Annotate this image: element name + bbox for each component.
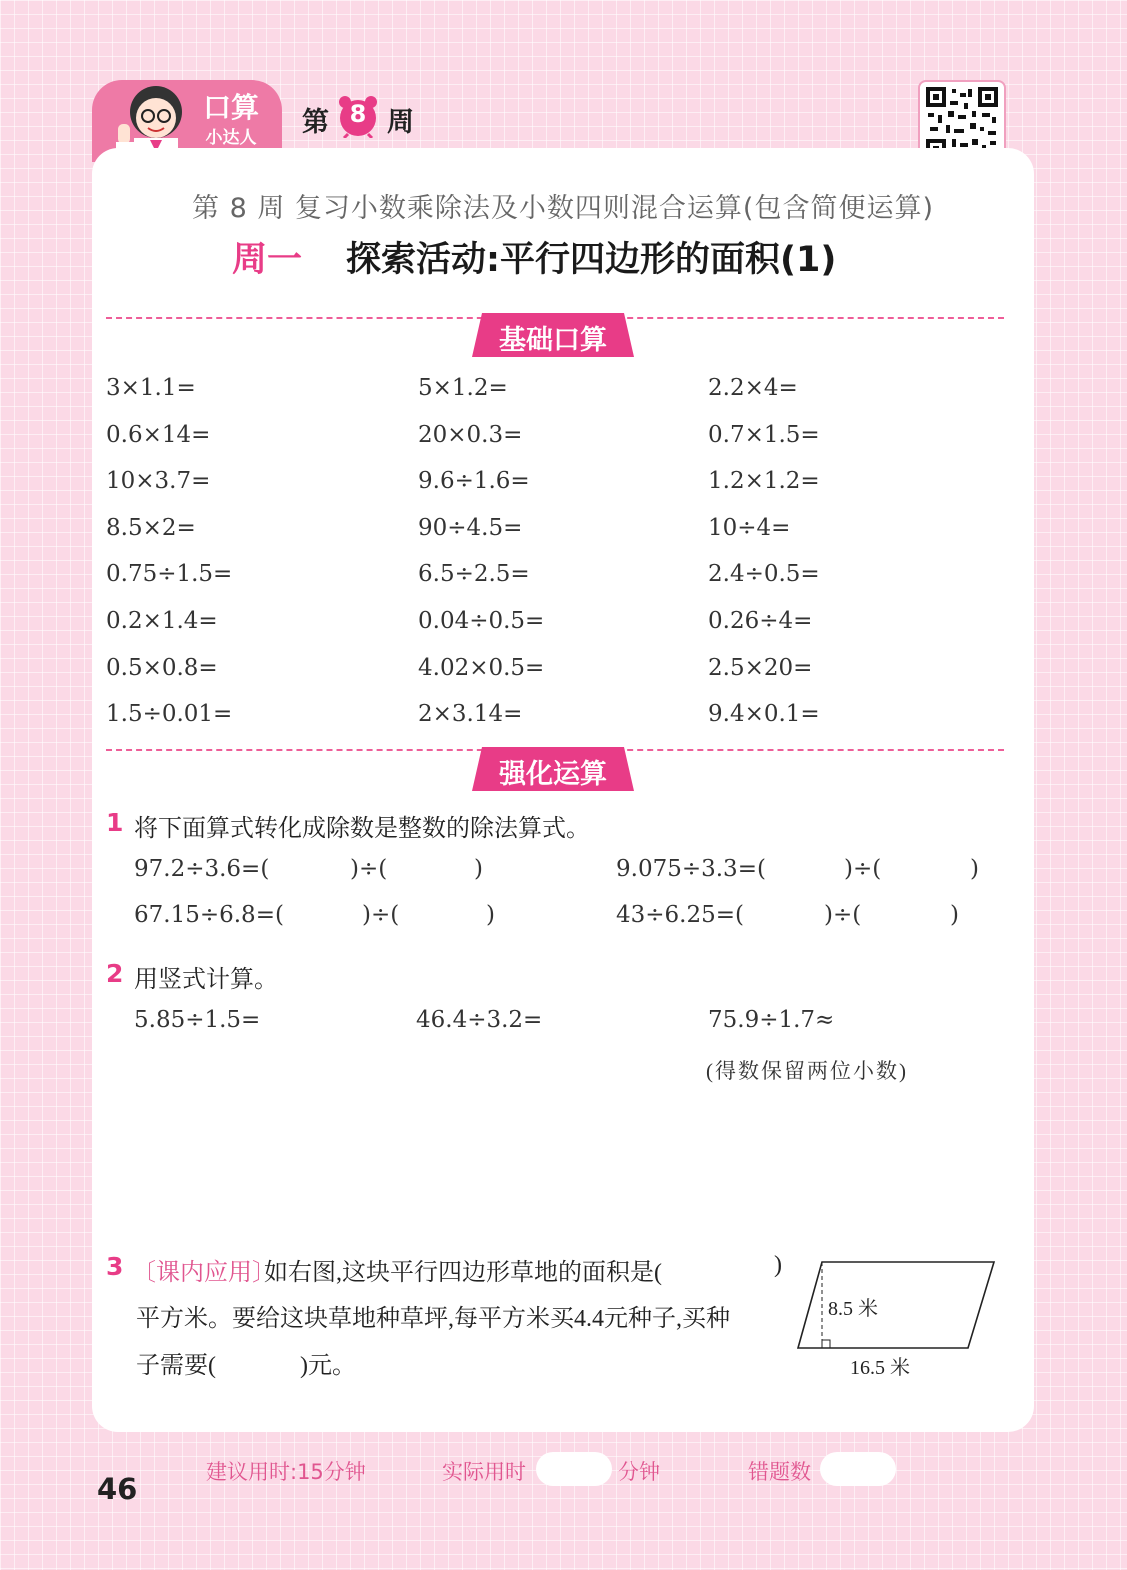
conversion-mid: )÷( (824, 902, 862, 928)
calc-expression: 2×3.14= (418, 701, 523, 727)
conversion-expr: 9.075÷3.3=( (616, 856, 766, 882)
week-suffix: 周 (387, 107, 414, 138)
question-number: 2 (106, 959, 124, 988)
day-label: 周一 (232, 240, 303, 280)
question-tag: 〔课内应用〕 (132, 1260, 276, 1286)
calc-expression: 90÷4.5= (418, 515, 523, 541)
calc-expression: 10×3.7= (106, 468, 211, 494)
conversion-end: ) (950, 902, 959, 928)
question-text: 用竖式计算。 (134, 965, 278, 993)
vertical-calc-expr: 75.9÷1.7≈ (708, 1007, 835, 1033)
calc-expression: 1.5÷0.01= (106, 701, 233, 727)
week-prefix: 第 (302, 107, 329, 138)
error-count-label: 错题数 (748, 1460, 811, 1484)
actual-time-field[interactable] (536, 1452, 612, 1486)
calc-expression: 2.5×20= (708, 655, 813, 681)
calc-expression: 9.6÷1.6= (418, 468, 530, 494)
calc-expression: 2.4÷0.5= (708, 561, 820, 587)
question-text: )元。 (300, 1353, 356, 1379)
calc-expression: 1.2×1.2= (708, 468, 820, 494)
week-subtitle: 第 8 周 复习小数乘除法及小数四则混合运算(包含简便运算) (192, 193, 934, 224)
question-text: 平方米。要给这块草地种草坪,每平方米买4.4元种子,买种 (136, 1306, 730, 1332)
calc-expression: 0.6×14= (106, 422, 211, 448)
calc-expression: 4.02×0.5= (418, 655, 545, 681)
actual-time-label: 实际用时 (442, 1460, 526, 1484)
actual-time-unit: 分钟 (618, 1460, 660, 1484)
question-text: 子需要( (136, 1353, 216, 1379)
calc-expression: 5×1.2= (418, 375, 508, 401)
conversion-end: ) (486, 902, 495, 928)
vertical-calc-expr: 5.85÷1.5= (134, 1007, 261, 1033)
vertical-calc-expr: 46.4÷3.2= (416, 1007, 543, 1033)
calc-expression: 0.75÷1.5= (106, 561, 233, 587)
error-count-field[interactable] (820, 1452, 896, 1486)
question-text: 将下面算式转化成除数是整数的除法算式。 (134, 814, 590, 842)
question-number: 1 (106, 808, 124, 837)
calc-expression: 6.5÷2.5= (418, 561, 530, 587)
lesson-title: 探索活动:平行四边形的面积(1) (346, 240, 837, 280)
calc-expression: 9.4×0.1= (708, 701, 820, 727)
conversion-mid: )÷( (350, 856, 388, 882)
conversion-mid: )÷( (844, 856, 882, 882)
week-number: 8 (349, 100, 367, 128)
calc-expression: 10÷4= (708, 515, 791, 541)
calc-expression: 0.2×1.4= (106, 608, 218, 634)
conversion-expr: 43÷6.25=( (616, 902, 744, 928)
rounding-note: (得数保留两位小数) (706, 1059, 908, 1083)
calc-expression: 3×1.1= (106, 375, 196, 401)
calc-expression: 20×0.3= (418, 422, 523, 448)
section-title-basic: 基础口算 (499, 325, 607, 356)
conversion-mid: )÷( (362, 902, 400, 928)
calc-expression: 2.2×4= (708, 375, 798, 401)
conversion-expr: 97.2÷3.6=( (134, 856, 270, 882)
question-number: 3 (106, 1252, 124, 1281)
conversion-expr: 67.15÷6.8=( (134, 902, 284, 928)
section-title-advanced: 强化运算 (499, 759, 607, 790)
conversion-end: ) (474, 856, 483, 882)
question-text: 如右图,这块平行四边形草地的面积是( (264, 1260, 662, 1286)
figure-height-label: 8.5 米 (828, 1298, 878, 1320)
suggested-time: 建议用时:15分钟 (206, 1460, 366, 1484)
figure-base-label: 16.5 米 (850, 1357, 910, 1379)
answer-blank-close: ) (774, 1252, 782, 1278)
calc-expression: 0.04÷0.5= (418, 608, 545, 634)
calc-expression: 0.5×0.8= (106, 655, 218, 681)
calc-expression: 8.5×2= (106, 515, 196, 541)
page-number: 46 (97, 1472, 138, 1506)
calc-expression: 0.7×1.5= (708, 422, 820, 448)
calc-expression: 0.26÷4= (708, 608, 813, 634)
conversion-end: ) (970, 856, 979, 882)
badge-subtitle: 小达人 (205, 128, 257, 148)
badge-title: 口算 (202, 91, 259, 124)
